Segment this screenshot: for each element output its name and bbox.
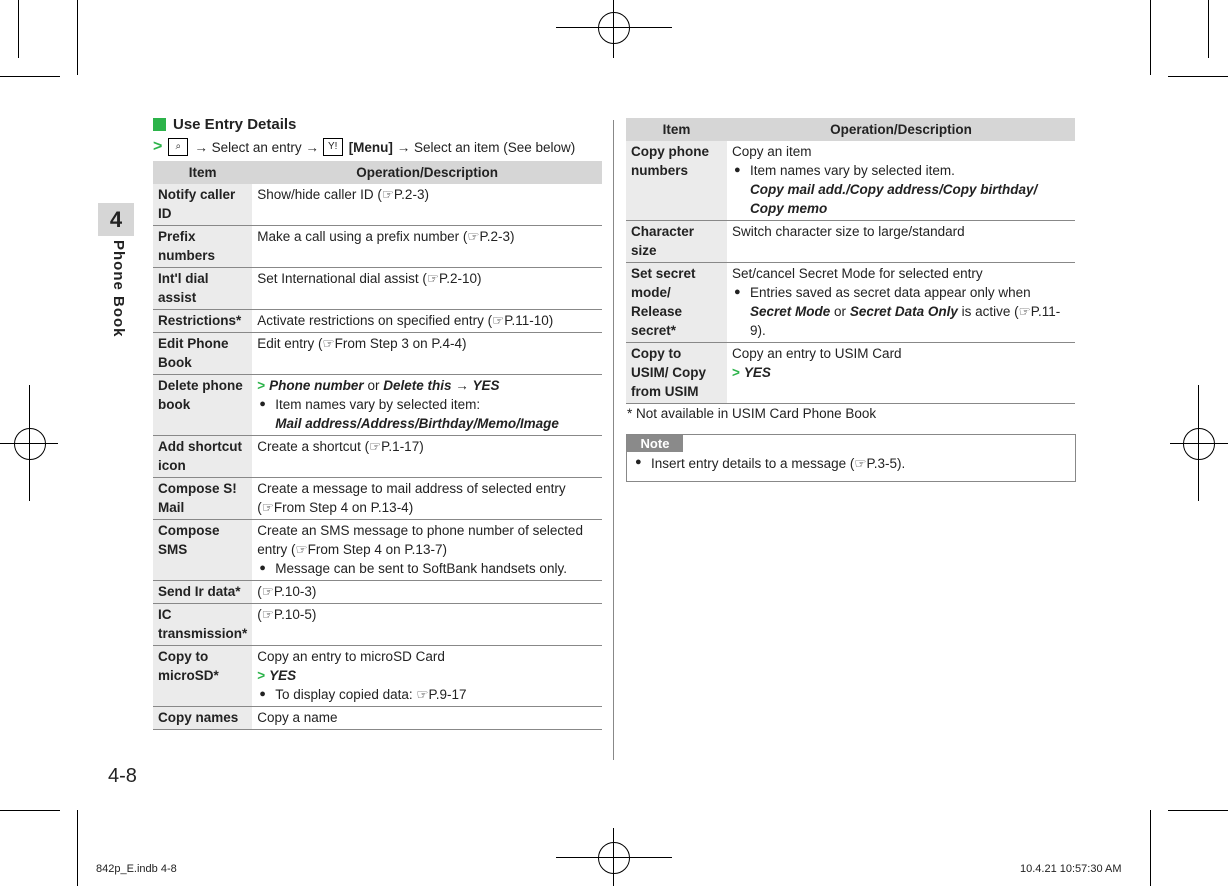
- row-item: Set secret mode/ Release secret*: [626, 263, 727, 343]
- op-or: or: [834, 304, 847, 319]
- navigation-steps: [153, 138, 575, 156]
- row-item: Character size: [626, 221, 727, 263]
- registration-mark: [613, 828, 614, 886]
- right-arrow-icon: →: [455, 378, 469, 393]
- table-header: [153, 161, 602, 184]
- bullet-text: ● To display copied data: ☞P.9-17: [257, 685, 597, 704]
- table-row: [153, 520, 602, 581]
- row-item: Copy phone numbers: [626, 141, 727, 221]
- note-text: ● Insert entry details to a message (☞P.3-5).: [633, 456, 1228, 472]
- sub-items: Mail address/Address/Birthday/Memo/Image: [275, 416, 559, 431]
- step-arrow-icon: >: [257, 668, 266, 683]
- table-row: [626, 141, 1075, 221]
- row-item: Int'l dial assist: [153, 268, 252, 310]
- desc-line: entry (☞From Step 4 on P.13-7): [257, 542, 447, 557]
- section-title: Use Entry Details: [173, 116, 297, 133]
- table-header: [626, 118, 1075, 141]
- crop-mark: [18, 0, 19, 58]
- row-desc: Switch character size to large/standard: [727, 221, 1075, 263]
- op-line: [257, 376, 597, 395]
- footnote: * Not available in USIM Card Phone Book: [627, 406, 877, 421]
- crop-mark: [1150, 810, 1151, 886]
- table-row: [153, 478, 602, 520]
- row-desc: Edit entry (☞From Step 3 on P.4-4): [252, 333, 602, 375]
- header-item: Item: [153, 161, 252, 184]
- table-row: [153, 646, 602, 707]
- row-desc: Set International dial assist (☞P.2-10): [252, 268, 602, 310]
- row-item: Edit Phone Book: [153, 333, 252, 375]
- registration-mark: [14, 428, 46, 460]
- crop-mark: [0, 810, 60, 811]
- registration-mark: [613, 0, 614, 58]
- row-desc: [252, 520, 602, 581]
- row-desc: (☞P.10-3): [252, 581, 602, 604]
- bullet-pre: Entries saved as secret data appear only when: [750, 285, 1031, 300]
- desc-line: (☞From Step 4 on P.13-4): [257, 500, 414, 515]
- page-number: 4-8: [108, 765, 137, 787]
- row-item: Copy to USIM/ Copy from USIM: [626, 343, 727, 404]
- row-desc: Copy a name: [252, 707, 602, 730]
- column-divider: [613, 120, 614, 760]
- op-option: Delete this: [383, 378, 452, 393]
- file-info-right: 10.4.21 10:57:30 AM: [1020, 863, 1122, 875]
- desc-line: Copy an item: [732, 144, 812, 159]
- header-operation: Operation/Description: [727, 118, 1075, 141]
- row-desc: [727, 141, 1075, 221]
- step-arrow-icon: >: [257, 378, 266, 393]
- registration-mark: [598, 842, 630, 874]
- header-item: Item: [626, 118, 727, 141]
- row-desc: [727, 263, 1075, 343]
- crop-mark: [77, 0, 78, 75]
- row-item: Compose S! Mail: [153, 478, 252, 520]
- registration-mark: [598, 12, 630, 44]
- nav-step-1: Select an entry: [211, 139, 302, 155]
- table-row: [153, 333, 602, 375]
- crop-mark: [77, 810, 78, 886]
- row-desc: Activate restrictions on specified entry (☞P.11-10): [252, 310, 602, 333]
- file-info-left: 842p_E.indb 4-8: [96, 863, 177, 875]
- row-desc: Create a shortcut (☞P.1-17): [252, 436, 602, 478]
- row-item: Copy to microSD*: [153, 646, 252, 707]
- op-option: YES: [472, 378, 500, 393]
- table-row: [153, 184, 602, 226]
- row-item: Notify caller ID: [153, 184, 252, 226]
- op-or: or: [367, 378, 380, 393]
- step-arrow-icon: >: [153, 138, 163, 155]
- row-desc: Show/hide caller ID (☞P.2-3): [252, 184, 602, 226]
- registration-mark: [556, 857, 672, 858]
- registration-mark: [1198, 385, 1199, 501]
- desc-line: Set/cancel Secret Mode for selected entry: [732, 266, 983, 281]
- desc-line: Copy an entry to USIM Card: [732, 346, 902, 361]
- sub-items: Copy mail add./Copy address/Copy birthday/ Copy memo: [750, 182, 1038, 216]
- right-arrow-icon: →: [301, 139, 323, 155]
- crop-mark: [1150, 0, 1151, 75]
- row-item: Delete phone book: [153, 375, 252, 436]
- row-desc: [252, 375, 602, 436]
- row-item: Prefix numbers: [153, 226, 252, 268]
- row-item: Add shortcut icon: [153, 436, 252, 478]
- registration-mark: [556, 27, 672, 28]
- registration-mark: [29, 385, 30, 501]
- crop-mark: [1168, 810, 1228, 811]
- bullet-text: ● Item names vary by selected item:: [257, 395, 597, 414]
- table-row: [153, 375, 602, 436]
- nav-menu: [Menu]: [348, 139, 393, 155]
- crop-mark: [1208, 0, 1209, 58]
- table-row: [153, 226, 602, 268]
- right-arrow-icon: →: [392, 139, 414, 155]
- row-desc: [727, 343, 1075, 404]
- table-row: [153, 268, 602, 310]
- op-line: [732, 363, 1070, 382]
- bullet-text: ● Item names vary by selected item.: [732, 161, 1070, 180]
- right-table: [626, 118, 1075, 404]
- op-option: Phone number: [269, 378, 364, 393]
- table-row: [626, 343, 1075, 404]
- chapter-title: Phone Book: [110, 240, 127, 338]
- row-desc: (☞P.10-5): [252, 604, 602, 646]
- table-row: [626, 263, 1075, 343]
- left-table: [153, 161, 602, 730]
- registration-mark: [1170, 443, 1228, 444]
- yahoo-key-icon: Y!: [323, 138, 343, 156]
- row-item: Send Ir data*: [153, 581, 252, 604]
- mode-name: Secret Mode: [750, 304, 831, 319]
- note-label: Note: [627, 435, 683, 452]
- header-operation: Operation/Description: [252, 161, 602, 184]
- op-option: YES: [269, 668, 297, 683]
- chapter-number: 4: [109, 207, 123, 232]
- op-line: [257, 666, 597, 685]
- row-item: IC transmission*: [153, 604, 252, 646]
- table-row: [153, 707, 602, 730]
- row-desc: [252, 478, 602, 520]
- desc-line: Copy an entry to microSD Card: [257, 649, 445, 664]
- desc-line: Create an SMS message to phone number of selected: [257, 523, 583, 538]
- step-arrow-icon: >: [732, 365, 740, 380]
- crop-mark: [1168, 76, 1228, 77]
- phonebook-key-icon: ⌕: [168, 138, 188, 156]
- section-marker-icon: [153, 118, 166, 131]
- bullet-post: is active (☞P.11-9).: [750, 304, 1061, 338]
- table-row: [153, 581, 602, 604]
- row-desc: [252, 646, 602, 707]
- nav-step-2: Select an item (See below): [413, 139, 576, 155]
- section-heading: [153, 116, 296, 133]
- crop-mark: [0, 76, 60, 77]
- table-row: [153, 310, 602, 333]
- bullet-text: [732, 283, 1070, 340]
- right-arrow-icon: →: [194, 139, 212, 155]
- row-item: Restrictions*: [153, 310, 252, 333]
- desc-line: Create a message to mail address of selected entry: [257, 481, 566, 496]
- row-item: Compose SMS: [153, 520, 252, 581]
- mode-name: Secret Data Only: [849, 304, 958, 319]
- table-row: [626, 221, 1075, 263]
- row-item: Copy names: [153, 707, 252, 730]
- bullet-text: ● Message can be sent to SoftBank handsets only.: [257, 559, 597, 578]
- row-desc: Make a call using a prefix number (☞P.2-3): [252, 226, 602, 268]
- table-row: [153, 604, 602, 646]
- table-row: [153, 436, 602, 478]
- op-option: YES: [743, 365, 771, 380]
